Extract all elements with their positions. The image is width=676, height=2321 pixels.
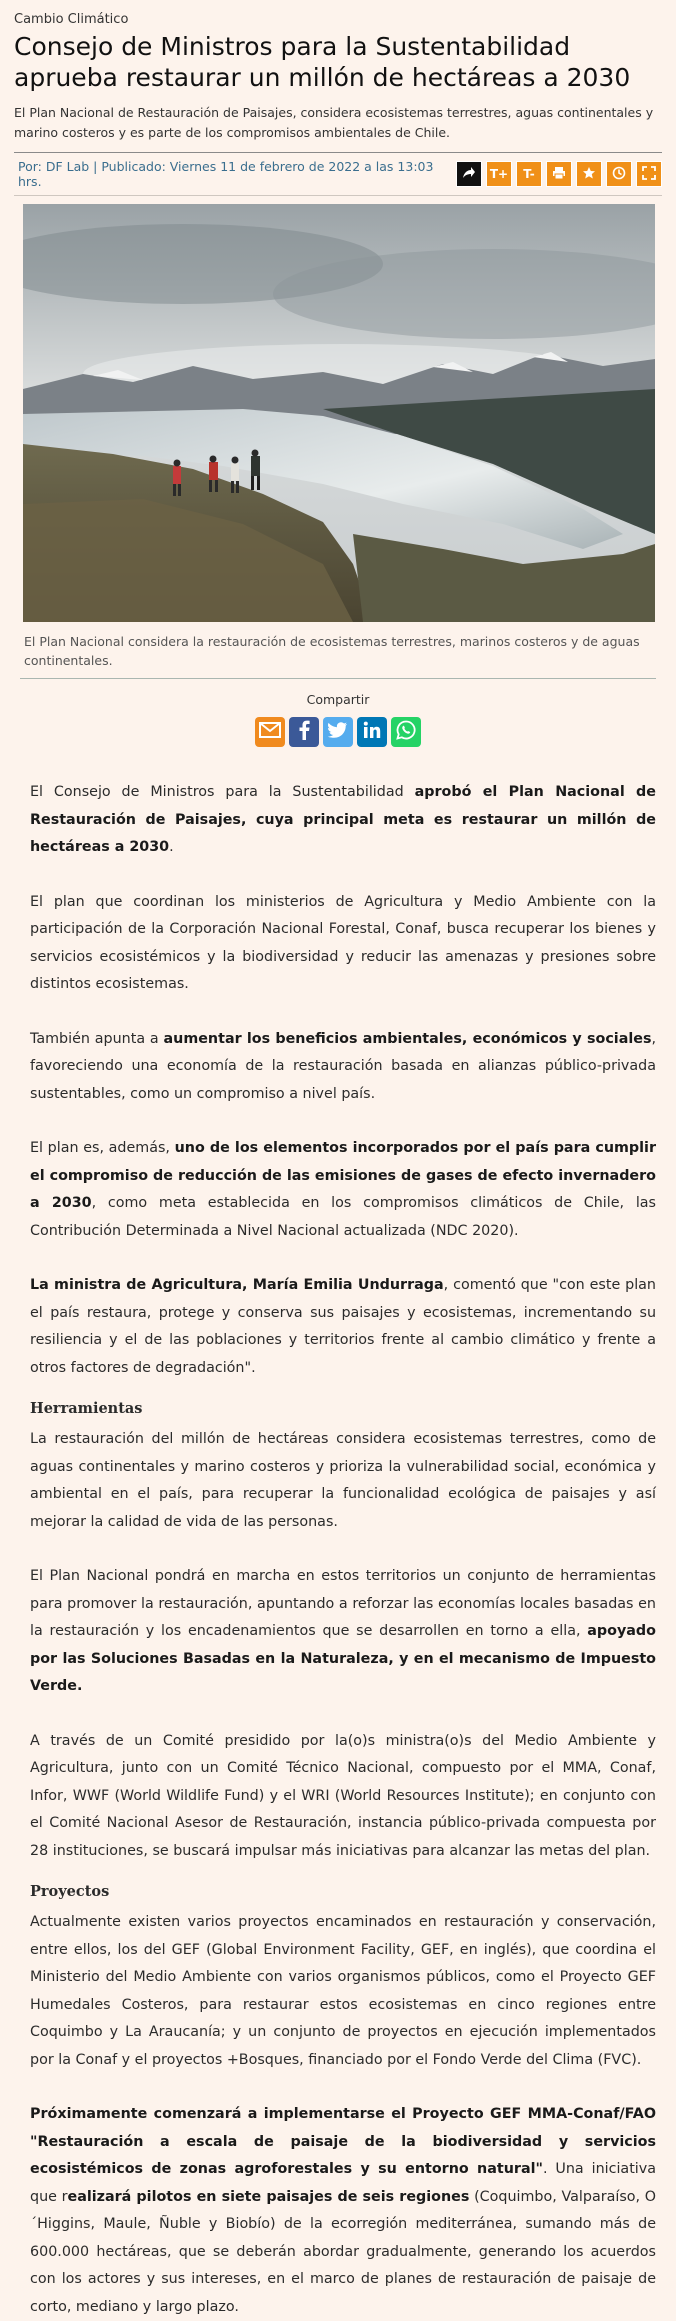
clock-icon bbox=[612, 166, 626, 183]
article-page bbox=[0, 0, 676, 747]
paragraph bbox=[30, 1135, 656, 1245]
print-button[interactable] bbox=[546, 161, 572, 187]
text: También apunta a bbox=[30, 1030, 164, 1047]
fullscreen-button[interactable] bbox=[636, 161, 662, 187]
meta-row bbox=[14, 153, 662, 195]
print-icon bbox=[552, 166, 566, 183]
paragraph bbox=[30, 2101, 656, 2321]
article-lead: El Plan Nacional de Restauración de Paisajes, considera ecosistemas terrestres, aguas continentales y marino costeros y es parte de los compromisos ambientales de Chile. bbox=[14, 105, 654, 140]
linkedin-icon bbox=[363, 721, 381, 743]
paragraph: Actualmente existen varios proyectos encaminados en restauración y conservación, entre ellos, los del GEF (Global Environment Facility, GEF, en inglés), que coordina el Ministerio del Medio Ambiente con varios organismos públicos, como el Proyecto GEF Humedales Costeros, para restaurar estos ecosistemas en cinco regiones entre Coquimbo y La Araucanía; y un conjunto de proyectos en ejecución implementados por la Conaf y el proyectos +Bosques, financiado por el Fondo Verde del Clima (FVC). bbox=[30, 1914, 656, 2068]
section-heading: Proyectos bbox=[30, 1883, 110, 1900]
text: El Plan Nacional pondrá en marcha en estos territorios un conjunto de herramientas para promover la restauración, apuntando a reforzar las economías locales basadas en la restauración y los encadenamientos que se desarrollen en torno a ella, bbox=[30, 1568, 656, 1639]
text: El plan es, además, bbox=[30, 1140, 175, 1156]
bold-text: Próximamente comenzará a implementarse el Proyecto GEF MMA-Conaf/FAO "Restauración a escala de paisaje de la biodiversidad y servicios ecosistémicos de zonas agroforestales y su entorno natural" bbox=[30, 2106, 656, 2177]
bold-text: uno de los elementos incorporados por el país para cumplir el compromiso de reducción de las emisiones de gases de efecto invernadero a 2030 bbox=[30, 1140, 657, 1211]
star-icon bbox=[582, 166, 596, 183]
text: , comentó que "con este plan el país restaura, protege y conserva sus paisajes y ecosistemas, incrementando su resiliencia y el de las poblaciones y territorios frente al cambio climático y frente a otros factores de degradación". bbox=[30, 1277, 656, 1376]
bold-text: La ministra de Agricultura, María Emilia Undurraga bbox=[30, 1277, 444, 1293]
text: . bbox=[169, 839, 174, 855]
font-increase-button[interactable]: T+ bbox=[486, 161, 512, 187]
favorite-button[interactable] bbox=[576, 161, 602, 187]
share-arrow-button[interactable] bbox=[456, 161, 482, 187]
twitter-icon bbox=[328, 722, 348, 742]
photo-caption: El Plan Nacional considera la restauración de ecosistemas terrestres, marinos costeros y de aguas continentales. bbox=[24, 634, 640, 668]
share-section bbox=[14, 692, 662, 747]
article-body bbox=[0, 747, 676, 2321]
article-toolbar bbox=[456, 161, 662, 187]
byline: Por: DF Lab | Publicado: Viernes 11 de febrero de 2022 a las 13:03 hrs. bbox=[18, 159, 434, 189]
facebook-icon bbox=[297, 720, 311, 744]
paragraph bbox=[30, 1563, 656, 1701]
whatsapp-share-button[interactable] bbox=[391, 717, 421, 747]
text: El Consejo de Ministros para la Sustentabilidad bbox=[30, 784, 415, 800]
email-share-button[interactable] bbox=[255, 717, 285, 747]
paragraph: La restauración del millón de hectáreas considera ecosistemas terrestres, como de aguas continentales y marino costeros y prioriza la vulnerabilidad social, económica y ambiental en el país, para recuperar la funcionalidad ecológica de paisajes y así mejorar la calidad de vida de las personas. bbox=[30, 1431, 656, 1530]
bold-text: aumentar los beneficios ambientales, económicos y sociales bbox=[163, 1030, 652, 1047]
text: , favoreciendo una economía de la restauración basada en alianzas público-privada sustentables, como un compromiso a nivel país. bbox=[30, 1030, 656, 1102]
share-label: Compartir bbox=[306, 692, 370, 707]
article-photo bbox=[23, 204, 655, 622]
bold-text: aprobó el Plan Nacional de Restauración de Paisajes, cuya principal meta es restaurar un millón de hectáreas a 2030 bbox=[30, 784, 656, 855]
twitter-share-button[interactable] bbox=[323, 717, 353, 747]
read-later-button[interactable] bbox=[606, 161, 632, 187]
paragraph: El plan que coordinan los ministerios de Agricultura y Medio Ambiente con la participación de la Corporación Nacional Forestal, Conaf, busca recuperar los bienes y servicios ecosistémicos y la biodiversidad y reducir las amenazas y presiones sobre distintos ecosistemas. bbox=[30, 893, 656, 992]
text: . Una iniciativa que r bbox=[30, 2161, 656, 2205]
divider bbox=[20, 678, 656, 679]
paragraph bbox=[30, 1026, 656, 1109]
text: , como meta establecida en los compromisos climáticos de Chile, las Contribución Determinada a Nivel Nacional actualizada (NDC 2020). bbox=[30, 1195, 656, 1239]
facebook-share-button[interactable] bbox=[289, 717, 319, 747]
linkedin-share-button[interactable] bbox=[357, 717, 387, 747]
paragraph bbox=[30, 1272, 656, 1382]
share-icons bbox=[14, 717, 662, 747]
text: (Coquimbo, Valparaíso, O´Higgins, Maule, Ñuble y Biobío) de la ecorregión mediterránea, sumando más de 600.000 hectáreas, que se deberán abordar gradualmente, generando los acuerdos con los actores y sus intereses, en el marco de planes de restauración de paisaje de corto, mediano y largo plazo. bbox=[30, 2188, 657, 2315]
paragraph bbox=[30, 779, 656, 862]
font-decrease-button[interactable]: T- bbox=[516, 161, 542, 187]
share-arrow-icon bbox=[462, 166, 476, 183]
section-kicker[interactable]: Cambio Climático bbox=[14, 12, 129, 27]
whatsapp-icon bbox=[396, 720, 416, 744]
divider bbox=[14, 195, 662, 196]
bold-text: ealizará pilotos en siete paisajes de seis regiones bbox=[67, 2188, 470, 2205]
email-icon bbox=[259, 722, 281, 742]
expand-icon bbox=[642, 166, 656, 183]
bold-text: apoyado por las Soluciones Basadas en la Naturaleza, y en el mecanismo de Impuesto Verde. bbox=[30, 1623, 656, 1694]
section-heading: Herramientas bbox=[30, 1400, 143, 1417]
paragraph: A través de un Comité presidido por la(o)s ministra(o)s del Medio Ambiente y Agricultura, junto con un Comité Técnico Nacional, compuesto por el MMA, Conaf, Infor, WWF (World Wildlife Fund) y el WRI (World Resources Institute); en conjunto con el Comité Nacional Asesor de Restauración, instancia público-privada compuesta por 28 instituciones, se buscará impulsar más iniciativas para alcanzar las metas del plan. bbox=[30, 1732, 656, 1859]
article-title: Consejo de Ministros para la Sustentabilidad aprueba restaurar un millón de hectáreas a 2030 bbox=[14, 32, 631, 92]
